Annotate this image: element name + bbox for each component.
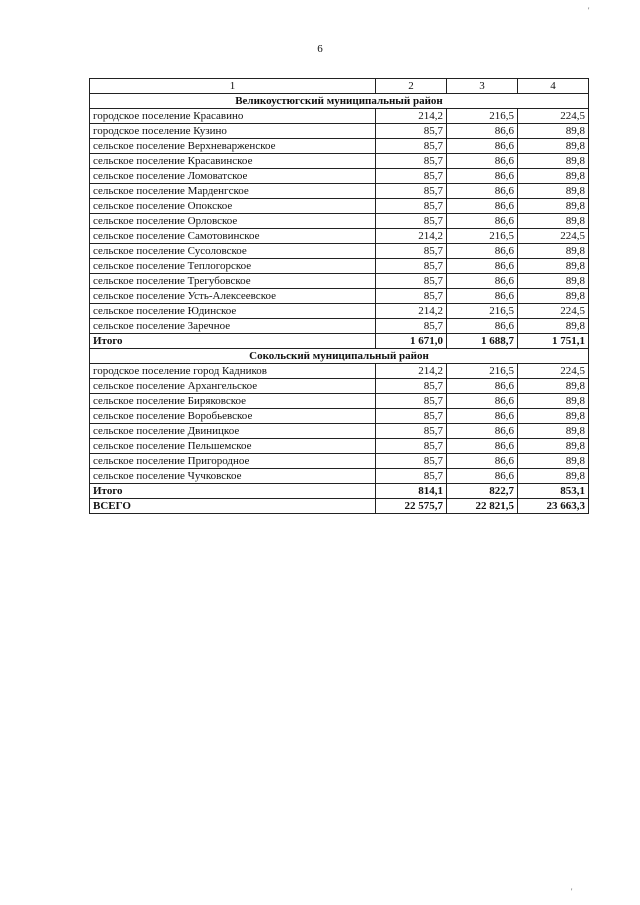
row-label: сельское поселение Трегубовское (90, 274, 376, 289)
value-cell-col3: 86,6 (447, 154, 518, 169)
value-cell-col2: 85,7 (376, 244, 447, 259)
value-cell-col3: 86,6 (447, 214, 518, 229)
value-cell-col2: 85,7 (376, 199, 447, 214)
value-cell-col2: 85,7 (376, 409, 447, 424)
value-cell-col3: 86,6 (447, 139, 518, 154)
value-cell-col3: 216,5 (447, 304, 518, 319)
value-cell-col2: 85,7 (376, 379, 447, 394)
value-cell-col3: 216,5 (447, 364, 518, 379)
value-cell-col2: 85,7 (376, 214, 447, 229)
row-label: сельское поселение Пельшемское (90, 439, 376, 454)
value-cell-col3: 822,7 (447, 484, 518, 499)
value-cell-col3: 86,6 (447, 274, 518, 289)
value-cell-col3: 86,6 (447, 439, 518, 454)
row-label: городское поселение Кузино (90, 124, 376, 139)
table-row (90, 304, 589, 319)
value-cell-col3: 86,6 (447, 259, 518, 274)
row-label: сельское поселение Марденгское (90, 184, 376, 199)
value-cell-col4: 89,8 (518, 409, 589, 424)
row-label: сельское поселение Сусоловское (90, 244, 376, 259)
value-cell-col3: 86,6 (447, 424, 518, 439)
value-cell-col4: 89,8 (518, 394, 589, 409)
value-cell-col4: 853,1 (518, 484, 589, 499)
value-cell-col4: 89,8 (518, 124, 589, 139)
table-row (90, 154, 589, 169)
table-row (90, 139, 589, 154)
value-cell-col4: 89,8 (518, 274, 589, 289)
header-cell-1: 1 (90, 79, 376, 94)
value-cell-col4: 89,8 (518, 439, 589, 454)
value-cell-col2: 85,7 (376, 319, 447, 334)
value-cell-col3: 216,5 (447, 229, 518, 244)
value-cell-col3: 86,6 (447, 244, 518, 259)
value-cell-col4: 1 751,1 (518, 334, 589, 349)
table-row (90, 214, 589, 229)
value-cell-col2: 85,7 (376, 259, 447, 274)
value-cell-col4: 89,8 (518, 454, 589, 469)
value-cell-col2: 214,2 (376, 229, 447, 244)
row-label: сельское поселение Заречное (90, 319, 376, 334)
value-cell-col3: 216,5 (447, 109, 518, 124)
row-label: городское поселение Красавино (90, 109, 376, 124)
value-cell-col3: 86,6 (447, 469, 518, 484)
allocation-table (89, 78, 589, 514)
table-row (90, 424, 589, 439)
table-row (90, 109, 589, 124)
row-label: городское поселение город Кадников (90, 364, 376, 379)
row-label: ВСЕГО (90, 499, 376, 514)
table-row (90, 439, 589, 454)
value-cell-col3: 86,6 (447, 394, 518, 409)
value-cell-col2: 85,7 (376, 139, 447, 154)
table-row (90, 454, 589, 469)
value-cell-col2: 85,7 (376, 154, 447, 169)
value-cell-col4: 89,8 (518, 214, 589, 229)
row-label: сельское поселение Теплогорское (90, 259, 376, 274)
row-label: сельское поселение Усть-Алексеевское (90, 289, 376, 304)
table-row (90, 259, 589, 274)
value-cell-col3: 86,6 (447, 454, 518, 469)
table-row (90, 379, 589, 394)
grand-total-row (90, 499, 589, 514)
page-number: 6 (317, 43, 323, 55)
value-cell-col4: 89,8 (518, 259, 589, 274)
value-cell-col4: 89,8 (518, 469, 589, 484)
value-cell-col2: 214,2 (376, 304, 447, 319)
value-cell-col4: 89,8 (518, 184, 589, 199)
row-label: Итого (90, 484, 376, 499)
district-title: Сокольский муниципальный район (90, 349, 589, 364)
district-heading-row (90, 349, 589, 364)
row-label: сельское поселение Орловское (90, 214, 376, 229)
header-row (90, 79, 589, 94)
value-cell-col4: 224,5 (518, 304, 589, 319)
value-cell-col3: 86,6 (447, 379, 518, 394)
value-cell-col2: 814,1 (376, 484, 447, 499)
value-cell-col4: 89,8 (518, 199, 589, 214)
value-cell-col2: 85,7 (376, 439, 447, 454)
table-row (90, 244, 589, 259)
row-label: сельское поселение Красавинское (90, 154, 376, 169)
table-row (90, 364, 589, 379)
table-row (90, 409, 589, 424)
value-cell-col2: 1 671,0 (376, 334, 447, 349)
row-label: сельское поселение Воробьевское (90, 409, 376, 424)
district-heading-row (90, 94, 589, 109)
table-row (90, 274, 589, 289)
table-row (90, 319, 589, 334)
value-cell-col4: 23 663,3 (518, 499, 589, 514)
row-label: сельское поселение Самотовинское (90, 229, 376, 244)
table-row (90, 394, 589, 409)
header-cell-2: 2 (376, 79, 447, 94)
value-cell-col3: 86,6 (447, 124, 518, 139)
value-cell-col3: 86,6 (447, 409, 518, 424)
row-label: Итого (90, 334, 376, 349)
value-cell-col4: 89,8 (518, 139, 589, 154)
value-cell-col3: 86,6 (447, 319, 518, 334)
value-cell-col3: 86,6 (447, 289, 518, 304)
header-cell-4: 4 (518, 79, 589, 94)
value-cell-col4: 89,8 (518, 379, 589, 394)
header-cell-3: 3 (447, 79, 518, 94)
subtotal-row (90, 484, 589, 499)
value-cell-col2: 85,7 (376, 469, 447, 484)
row-label: сельское поселение Биряковское (90, 394, 376, 409)
table-row (90, 229, 589, 244)
value-cell-col4: 89,8 (518, 319, 589, 334)
value-cell-col3: 1 688,7 (447, 334, 518, 349)
table-row (90, 289, 589, 304)
row-label: сельское поселение Чучковское (90, 469, 376, 484)
value-cell-col4: 89,8 (518, 154, 589, 169)
value-cell-col4: 224,5 (518, 364, 589, 379)
row-label: сельское поселение Ломоватское (90, 169, 376, 184)
value-cell-col2: 85,7 (376, 184, 447, 199)
value-cell-col4: 89,8 (518, 244, 589, 259)
row-label: сельское поселение Пригородное (90, 454, 376, 469)
table-row (90, 199, 589, 214)
table-row (90, 184, 589, 199)
value-cell-col2: 214,2 (376, 109, 447, 124)
value-cell-col2: 85,7 (376, 124, 447, 139)
value-cell-col4: 89,8 (518, 289, 589, 304)
table-row (90, 169, 589, 184)
value-cell-col4: 224,5 (518, 109, 589, 124)
value-cell-col4: 224,5 (518, 229, 589, 244)
value-cell-col2: 22 575,7 (376, 499, 447, 514)
value-cell-col2: 85,7 (376, 424, 447, 439)
value-cell-col2: 85,7 (376, 289, 447, 304)
value-cell-col3: 86,6 (447, 169, 518, 184)
value-cell-col2: 85,7 (376, 454, 447, 469)
value-cell-col2: 214,2 (376, 364, 447, 379)
value-cell-col3: 22 821,5 (447, 499, 518, 514)
value-cell-col4: 89,8 (518, 169, 589, 184)
row-label: сельское поселение Архангельское (90, 379, 376, 394)
value-cell-col2: 85,7 (376, 394, 447, 409)
value-cell-col2: 85,7 (376, 274, 447, 289)
value-cell-col3: 86,6 (447, 199, 518, 214)
row-label: сельское поселение Верхневарженское (90, 139, 376, 154)
row-label: сельское поселение Юдинское (90, 304, 376, 319)
value-cell-col2: 85,7 (376, 169, 447, 184)
scan-mark-top-right: ' (588, 6, 590, 15)
subtotal-row (90, 334, 589, 349)
row-label: сельское поселение Двиницкое (90, 424, 376, 439)
value-cell-col3: 86,6 (447, 184, 518, 199)
value-cell-col4: 89,8 (518, 424, 589, 439)
table-row (90, 469, 589, 484)
scan-mark-bottom-right: ' (571, 887, 573, 896)
row-label: сельское поселение Опокское (90, 199, 376, 214)
district-title: Великоустюгский муниципальный район (90, 94, 589, 109)
table-row (90, 124, 589, 139)
